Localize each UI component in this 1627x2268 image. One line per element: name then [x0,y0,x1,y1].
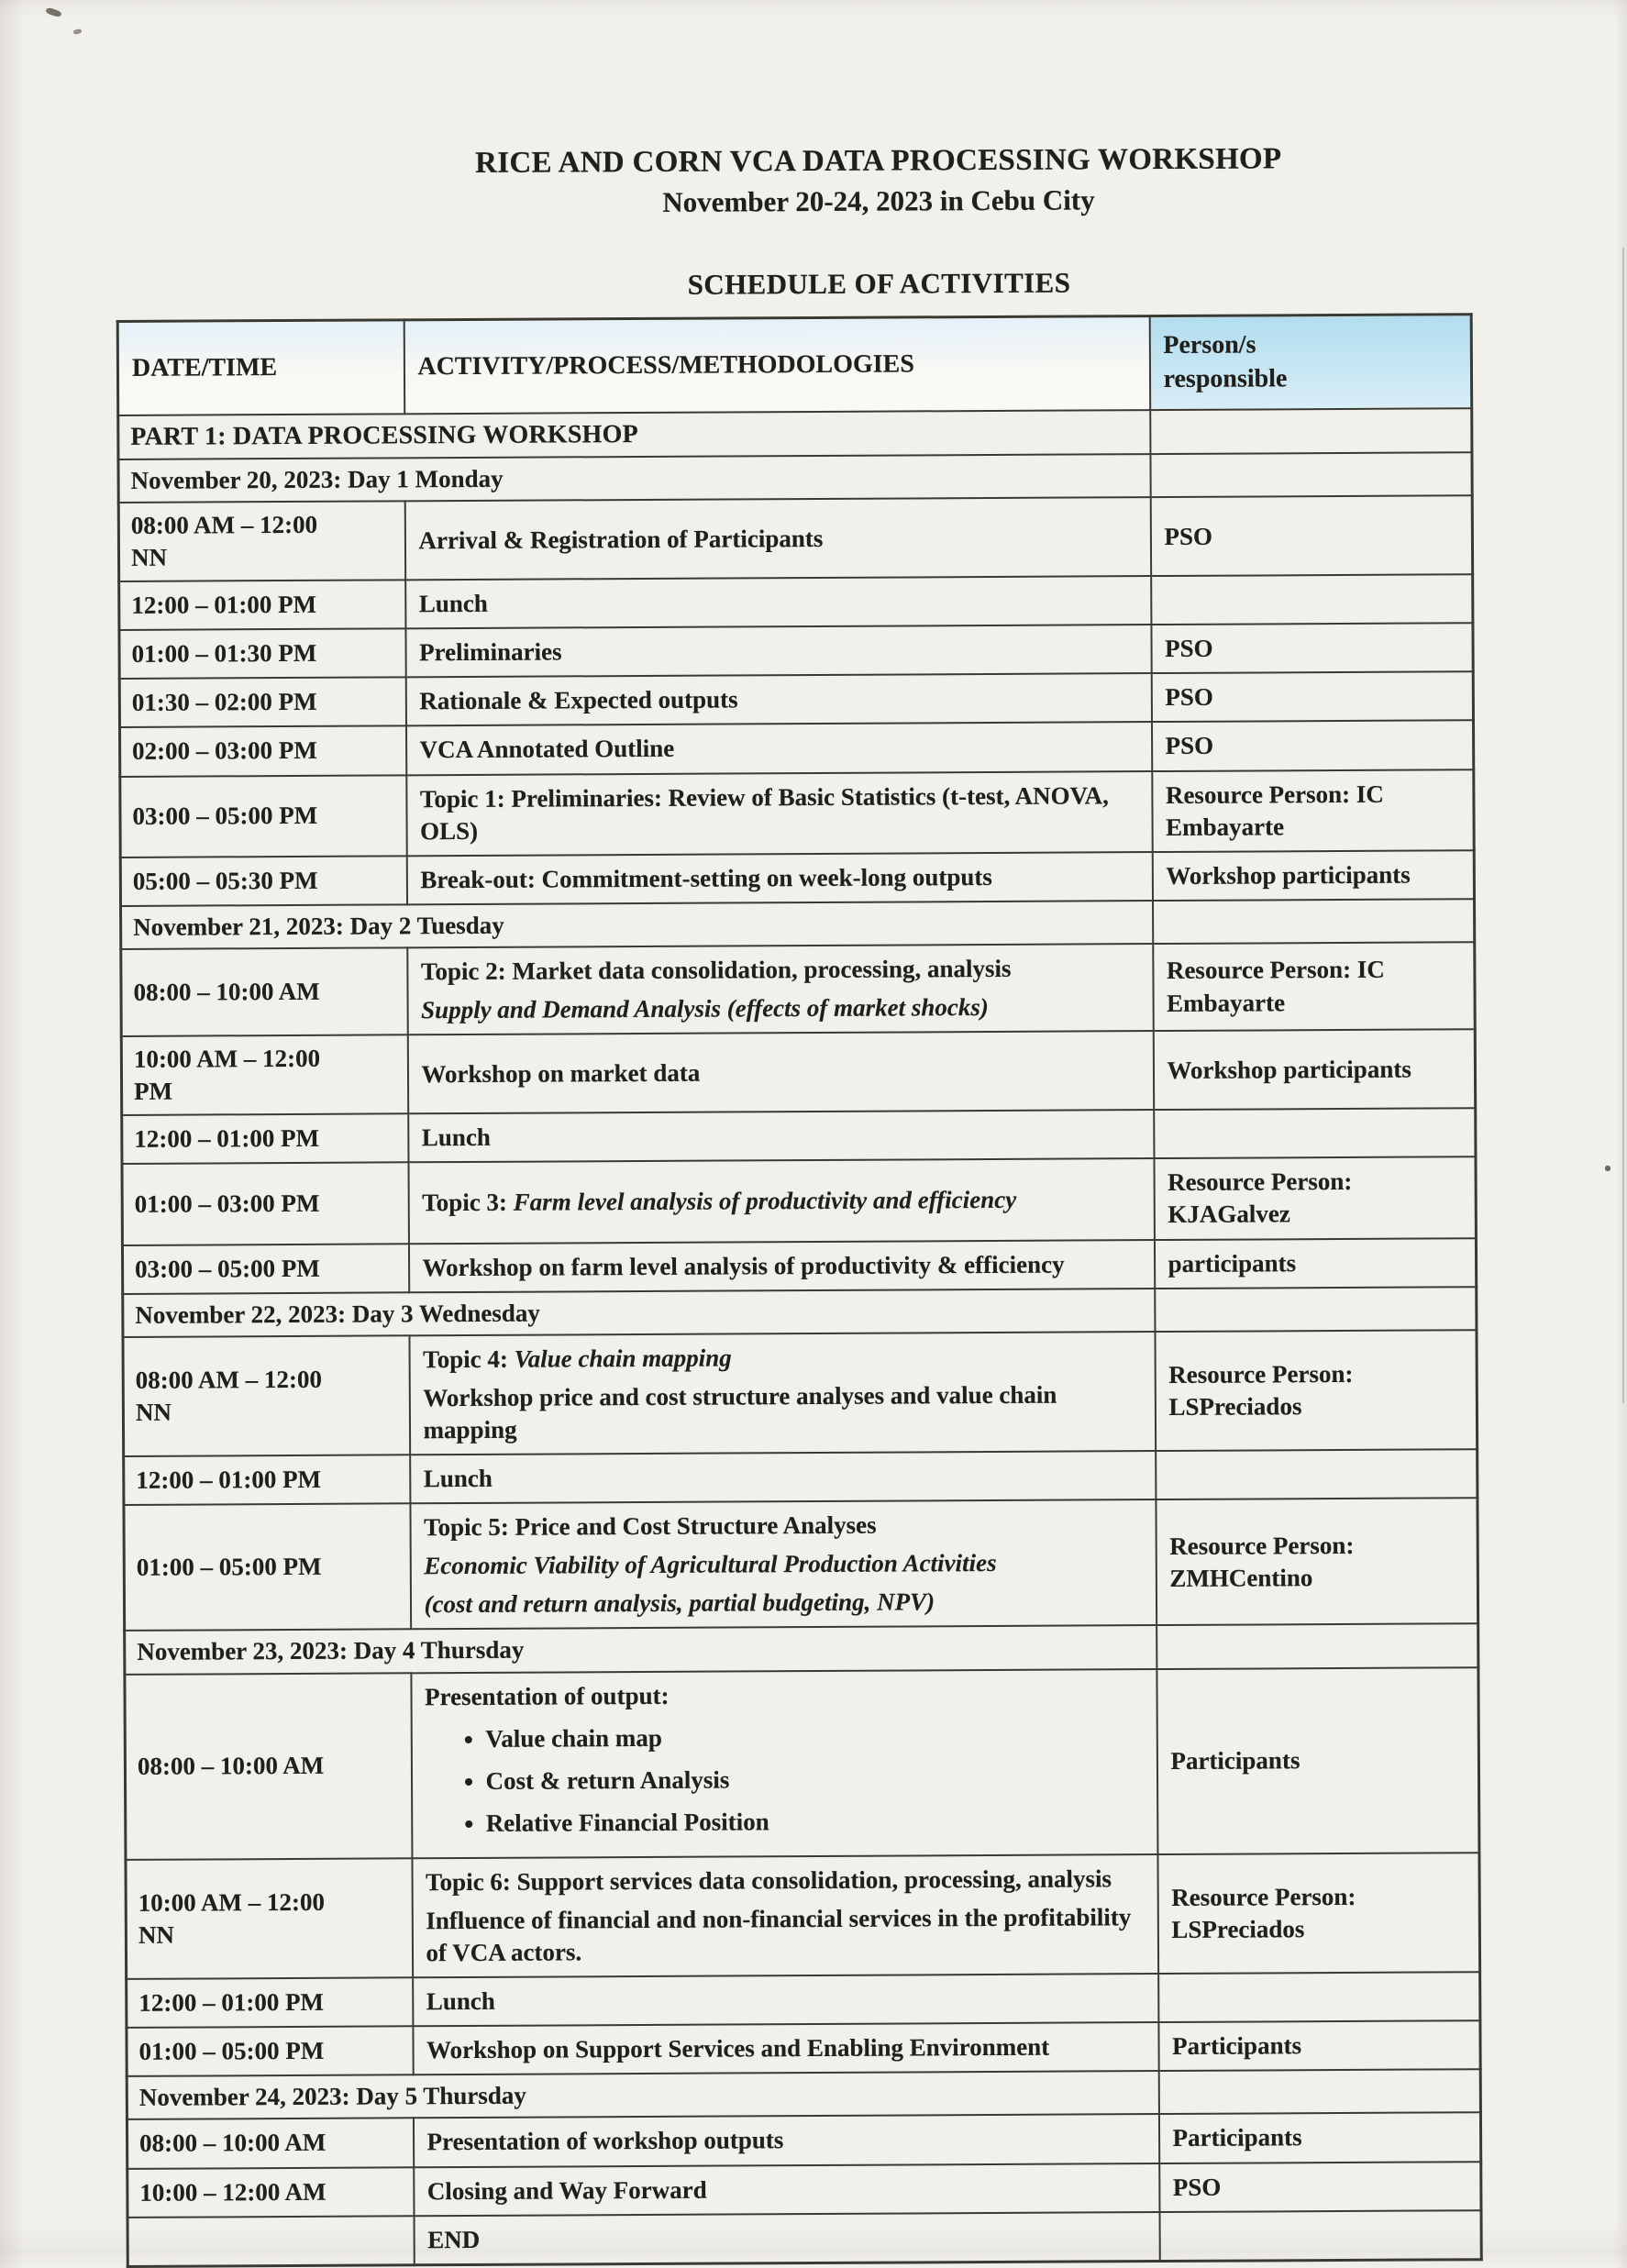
activity-line [423,1378,1141,1446]
activity-text: Rationale & Expected outputs [419,685,738,715]
person-cell-empty [1150,408,1472,454]
activity-line [421,1055,1139,1090]
activity-line [423,1340,1141,1376]
schedule-row [119,623,1473,679]
date-time-cell: 10:00 – 12:00 AM [127,2167,414,2218]
schedule-row [127,2210,1481,2266]
date-time-cell: 08:00 AM – 12:00 NN [118,501,404,581]
schedule-row [120,769,1474,857]
activity-cell [413,2022,1158,2074]
activity-line [424,1546,1142,1582]
date-time-cell: 08:00 – 10:00 AM [121,947,407,1036]
activity-cell [409,1332,1156,1455]
document-subtitle: November 20-24, 2023 in Cebu City [662,183,1095,218]
activity-text: Break-out: Commitment-setting on week-long outputs [420,862,992,893]
day-label: November 20, 2023: Day 1 Monday [118,454,1150,503]
section-header-row [118,408,1472,459]
page-edge-artifact [1622,248,1624,1403]
person-cell-empty [1153,899,1475,944]
column-header-person-responsible: Person/s responsible [1149,315,1472,410]
date-time-cell: 03:00 – 05:00 PM [120,775,406,857]
activity-cell [414,2212,1159,2265]
activity-text: Workshop price and cost structure analyses and value chain mapping [423,1380,1057,1444]
date-time-cell [127,2216,414,2266]
bullet-item: • Cost & return Analysis [485,1762,1143,1798]
day-label: November 22, 2023: Day 3 Wednesday [123,1289,1155,1337]
section-label: PART 1: DATA PROCESSING WORKSHOP [118,410,1150,459]
activity-line [420,780,1138,847]
schedule-row [127,2162,1481,2218]
schedule-heading: SCHEDULE OF ACTIVITIES [687,266,1071,301]
scan-speck [1605,1166,1610,1171]
activity-line [421,990,1139,1026]
person-cell-empty [1150,452,1472,497]
activity-cell [404,497,1150,580]
activity-cell [408,1158,1154,1243]
column-header-activity: ACTIVITY/PROCESS/METHODOLOGIES [404,316,1150,414]
activity-line [419,584,1137,620]
activity-text: (cost and return analysis, partial budgeting, NPV) [424,1588,935,1619]
person-cell: Resource Person: LSPreciados [1157,1853,1480,1974]
activity-line [422,1183,1140,1219]
person-cell: PSO [1151,623,1473,673]
date-time-cell: 02:00 – 03:00 PM [120,726,406,777]
schedule-row [122,1157,1476,1245]
schedule-row [125,1667,1479,1860]
person-cell: PSO [1150,495,1472,576]
activity-line [422,1118,1140,1154]
activity-text: Workshop on market data [421,1058,701,1088]
date-time-cell: 05:00 – 05:30 PM [120,856,406,906]
schedule-row [122,1109,1476,1165]
activity-line [426,1863,1144,1898]
activity-line [424,1459,1142,1495]
date-time-cell: 08:00 – 10:00 AM [125,1673,412,1860]
date-time-cell: 12:00 – 01:00 PM [127,1977,413,2028]
output-bullet-list [425,1720,1144,1840]
activity-line [419,633,1137,669]
column-header-date-time: DATE/TIME [117,320,404,415]
date-time-cell: 01:00 – 03:00 PM [122,1163,408,1245]
activity-cell [413,2115,1158,2167]
title-block [0,0,1624,307]
person-cell-empty [1158,2070,1480,2115]
schedule-row [121,942,1475,1036]
activity-line [423,1248,1141,1284]
activity-cell [405,673,1151,725]
day-header-row [127,2070,1480,2120]
schedule-table [116,313,1483,2267]
activity-cell [413,1974,1158,2026]
activity-cell [408,1240,1154,1292]
person-cell: Resource Person: KJAGalvez [1154,1157,1476,1240]
activity-text: Lunch [418,590,488,618]
activity-line [418,521,1136,557]
person-cell: Resource Person: ZMHCentino [1156,1498,1478,1625]
activity-text: Preliminaries [419,637,562,667]
person-cell: PSO [1151,721,1473,771]
activity-text: Influence of financial and non-financial services in the profitability of VCA actors. [426,1903,1132,1967]
activity-text: Supply and Demand Analysis (effects of market shocks) [421,993,989,1024]
activity-text: Workshop on farm level analysis of productivity & efficiency [422,1250,1065,1281]
activity-line [425,1677,1143,1713]
activity-text: Presentation of workshop outputs [426,2126,784,2156]
schedule-row [122,1238,1476,1294]
activity-text: Workshop on Support Services and Enabling Environment [426,2032,1050,2064]
activity-cell [410,1499,1157,1630]
date-time-cell: 03:00 – 05:00 PM [122,1244,408,1294]
person-cell-empty [1157,1624,1478,1669]
activity-text: Closing and Way Forward [426,2175,707,2205]
schedule-row [124,1449,1478,1505]
activity-line [427,2172,1146,2207]
activity-line [426,1901,1144,1969]
day-header-row [123,1287,1477,1337]
person-cell: participants [1154,1238,1476,1289]
schedule-row [119,672,1473,728]
date-time-cell: 08:00 – 10:00 AM [127,2119,413,2169]
activity-line [426,1982,1145,2018]
person-cell [1156,1449,1478,1499]
activity-text: Topic 1: Preliminaries: Review of Basic Statistics (t-test, ANOVA, OLS) [419,780,1109,845]
activity-text: Topic 4: [423,1344,515,1374]
day-label: November 24, 2023: Day 5 Thursday [127,2071,1158,2119]
schedule-row [120,850,1474,906]
activity-cell [405,576,1151,628]
bullet-item: • Relative Financial Position [486,1804,1144,1840]
person-cell: Resource Person: IC Embayarte [1152,769,1474,852]
day-label: November 23, 2023: Day 4 Thursday [125,1625,1157,1674]
activity-text: Lunch [421,1123,491,1152]
activity-cell [405,625,1151,677]
day-header-row [121,899,1475,949]
date-time-cell: 12:00 – 01:00 PM [124,1455,410,1505]
schedule-row [123,1330,1478,1456]
schedule-row [119,574,1473,630]
person-cell [1159,2210,1481,2261]
schedule-row [127,2020,1480,2076]
date-time-cell: 01:00 – 05:00 PM [124,1503,411,1631]
date-time-cell: 08:00 AM – 12:00 NN [123,1335,410,1456]
activity-cell [406,723,1152,775]
person-cell: Workshop participants [1152,850,1474,901]
activity-cell [412,1854,1158,1978]
date-time-cell: 12:00 – 01:00 PM [119,580,405,630]
activity-cell [411,1669,1157,1859]
activity-text: Farm level analysis of productivity and efficiency [513,1185,1017,1216]
schedule-row [127,2113,1480,2169]
activity-cell [410,1451,1156,1503]
activity-cell [407,1031,1153,1113]
person-cell [1151,574,1473,625]
activity-cell [406,771,1152,856]
activity-text: VCA Annotated Outline [419,735,675,764]
schedule-row [120,721,1474,777]
activity-line [424,1508,1142,1543]
activity-text: Lunch [426,1987,495,2016]
activity-text: Topic 5: Price and Cost Structure Analyses [423,1510,877,1542]
person-cell: Resource Person: LSPreciados [1155,1330,1478,1451]
activity-line [426,2030,1145,2066]
schedule-row [124,1498,1478,1631]
document-title: RICE AND CORN VCA DATA PROCESSING WORKSHOP [475,142,1282,180]
person-cell-empty [1155,1287,1477,1332]
date-time-cell: 01:00 – 05:00 PM [127,2027,413,2077]
person-cell: Participants [1157,1667,1479,1854]
activity-line [424,1585,1142,1621]
activity-line [419,682,1137,718]
bullet-item: • Value chain map [485,1720,1143,1755]
activity-text: END [427,2225,481,2253]
activity-text: Value chain mapping [514,1344,732,1373]
activity-text: Topic 6: Support services data consolidation, processing, analysis [426,1864,1112,1897]
person-cell: PSO [1159,2162,1481,2212]
activity-text: Economic Viability of Agricultural Production Activities [424,1549,997,1580]
activity-cell [407,944,1153,1034]
date-time-cell: 10:00 AM – 12:00 PM [121,1034,407,1115]
person-cell: Participants [1158,2113,1480,2163]
day-label: November 21, 2023: Day 2 Tuesday [121,901,1153,949]
person-cell [1158,1972,1480,2022]
person-cell: Participants [1158,2020,1480,2071]
activity-line [426,2123,1145,2159]
activity-cell [406,852,1152,904]
date-time-cell: 10:00 AM – 12:00 NN [126,1858,413,1979]
activity-text: Topic 3: [422,1188,514,1217]
schedule-row [127,1972,1480,2028]
person-cell: PSO [1151,672,1473,723]
date-time-cell: 01:00 – 01:30 PM [119,629,405,680]
activity-line [421,952,1139,988]
date-time-cell: 01:30 – 02:00 PM [119,678,405,728]
date-time-cell: 12:00 – 01:00 PM [122,1114,408,1165]
schedule-row [126,1853,1480,1979]
activity-cell [414,2163,1159,2216]
schedule-row [118,495,1472,581]
table-header-row [117,315,1472,415]
activity-cell [408,1110,1154,1162]
activity-text: Topic 2: Market data consolidation, processing, analysis [420,954,1012,986]
day-header-row [125,1624,1478,1675]
day-header-row [118,452,1472,503]
person-cell: Resource Person: IC Embayarte [1153,942,1475,1031]
activity-text: Presentation of output: [424,1681,670,1710]
activity-text: Arrival & Registration of Participants [418,524,824,554]
person-cell: Workshop participants [1153,1029,1475,1110]
person-cell [1154,1109,1476,1159]
activity-line [427,2220,1146,2256]
schedule-row [121,1029,1475,1115]
activity-text: Lunch [423,1464,493,1493]
activity-line [420,860,1138,896]
activity-line [420,731,1138,767]
